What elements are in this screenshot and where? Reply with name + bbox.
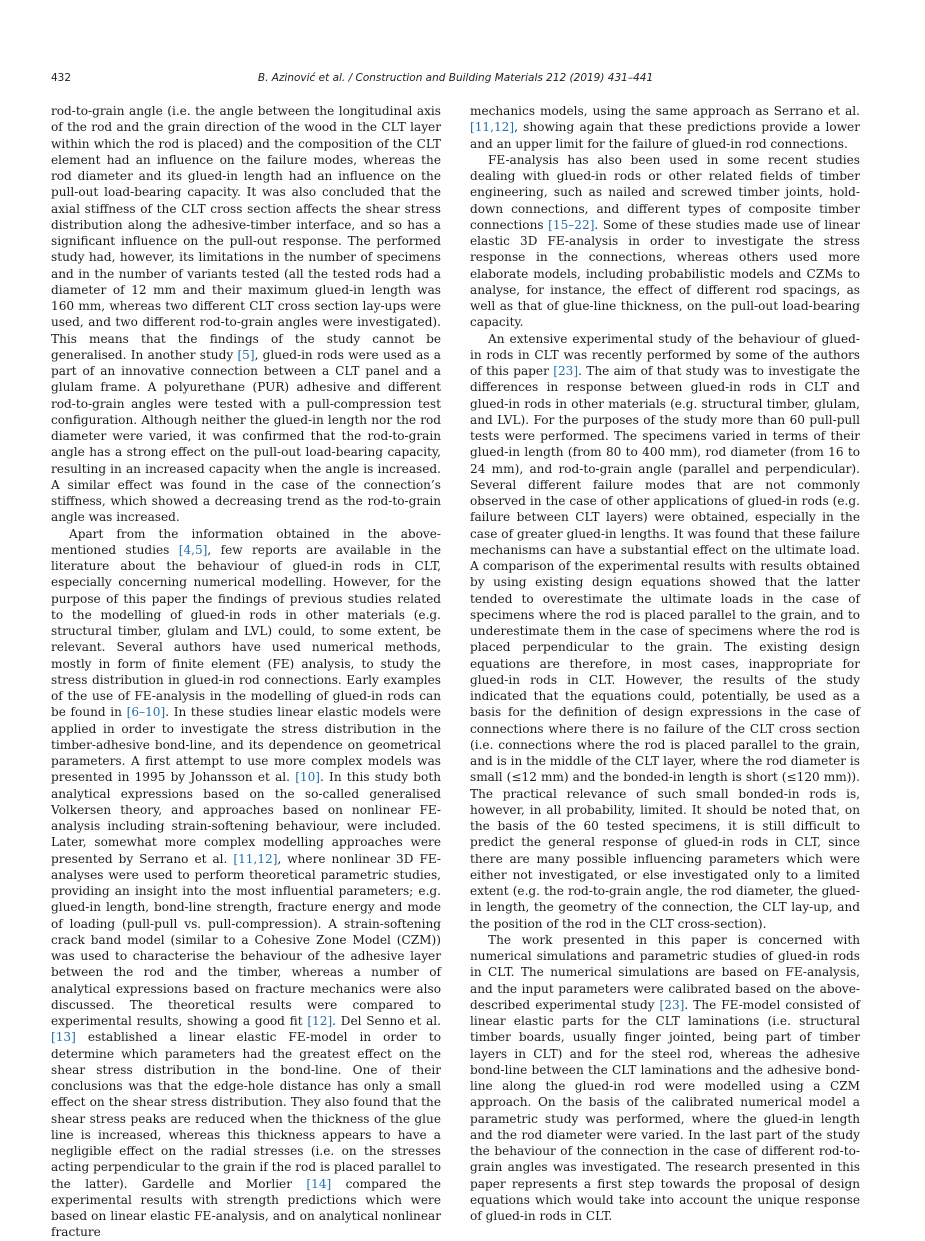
paragraph-text: . The aim of that study was to investigate the differences in response between glued-in rods in CLT and glued-in rods in other materials (e.g. structural timber, glulam, and LVL). For the purposes of the study more than 60 pull-pull tests were performed. The specimens varied in terms of their glued-in length (from 80 to 400 mm), rod diameter (from 16 to 24 mm), and rod-to-grain angle (parallel and perpendicular). Several different failure modes that are not commonly observed in the case of other applications of glued-in rods (e.g. failure between CLT layers) were obtained, especially in the case of greater glued-in lengths. It was found that these failure mechanisms can have a substantial effect on the ultimate load. A comparison of the experimental results with results obtained by using existing design equations showed that the latter tended to overestimate the ultimate loads in the case of specimens where the rod is placed parallel to the grain, and to underestimate them in the case of specimens where the rod is placed perpendicular to the grain. The existing design equations are therefore, in most cases, inappropriate for glued-in rods in CLT. However, the results of the study indicated that the equations could, potentially, be used as a basis for the definition of design expressions in the case of connections where there is no failure of the CLT cross section (i.e. connections where the rod is placed parallel to the grain, and is in the middle of the CLT layer, where the rod diameter is small (≤12 mm) and the bonded-in length is short (≤120 mm)). The practical relevance of such small bonded-in rods is, however, in all probability, limited. It should be noted that, on the basis of the 60 tested specimens, it is still difficult to predict the general response of glued-in rods in CLT, since there are many possible influencing parameters which were either not investigated, or else investigated only to a limited extent (e.g. the rod-to-grain angle, the rod diameter, the glued-in length, the geometry of the connection, the CLT lay-up, and the position of the rod in the CLT cross-section). [470, 364, 860, 931]
paragraph-text: rod-to-grain angle (i.e. the angle between the longitudinal axis of the rod and the grain direction of the wood in the CLT layer within which the rod is placed) and the composition of the CLT element had an influence on the failure modes, whereas the rod diameter and its glued-in length had an influence on the pull-out load-bearing capacity. It was also concluded that the axial stiffness of the CLT cross section affects the shear stress distribution along the adhesive-timber interface, and so has a significant influence on the pull-out response. The performed study had, however, its limitations in the number of specimens and in the number of variants tested (all the tested rods had a diameter of 12 mm and their maximum glued-in length was 160 mm, whereas two different CLT cross section lay-ups were used, and two different rod-to-grain angles were investigated). This means that the findings of the study cannot be generalised. In another study [51, 104, 441, 362]
paragraph-text: , where nonlinear 3D FE-analyses were used to perform theoretical parametric studies, providing an insight into the most influential parameters; e.g. glued-in length, bond-line strength, fracture energy and mode of loading (pull-pull vs. pull-compression). A strain-softening crack band model (similar to a Cohesive Zone Model (CZM)) was used to characterise the behaviour of the adhesive layer between the rod and the timber, whereas a number of analytical expressions based on fracture mechanics were also discussed. The theoretical results were compared to experimental results, showing a good fit [51, 851, 441, 1028]
paragraph-text: . Some of these studies made use of linear elastic 3D FE-analysis in order to investigate the stress response in the connections, whereas others used more elaborate models, including probabilistic models and CZMs to analyse, for instance, the effect of different rod spacings, as well as that of glue-line thickness, on the pull-out load-bearing capacity. [470, 217, 860, 330]
paragraph-text: , glued-in rods were used as a part of an innovative connection between a CLT panel and a glulam frame. A polyurethane (PUR) adhesive and different rod-to-grain angles were tested with a pull-compression test configuration. Although neither the glued-in length nor the rod diameter were varied, it was confirmed that the rod-to-grain angle has a strong effect on the pull-out load-bearing capacity, resulting in an increased capacity when the angle is increased. A similar effect was found in the case of the connection’s stiffness, which showed a decreasing trend as the rod-to-grain angle was increased. [51, 347, 441, 525]
paragraph [51, 103, 441, 526]
citation-link[interactable]: [15–22] [548, 217, 595, 232]
paragraph-text: mechanics models, using the same approach as Serrano et al. [470, 104, 860, 118]
paragraph-text: The work presented in this paper is concerned with numerical simulations and parametric studies of glued-in rods in CLT. The numerical simulations are based on FE-analysis, and the input parameters were calibrated based on the above-described experimental study [470, 932, 860, 1012]
citation-link[interactable]: [6–10] [126, 705, 166, 720]
citation-link[interactable]: [23] [659, 997, 685, 1012]
paragraph-text: . Del Senno et al. [332, 1014, 441, 1028]
paragraph-text: . The FE-model consisted of linear elastic parts for the CLT laminations (i.e. structural timber boards, usually finger jointed, being part of timber layers in CLT) and for the steel rod, whereas the adhesive bond-line between the CLT laminations and the adhesive bond-line along the glued-in rod were modelled using a CZM approach. On the basis of the calibrated numerical model a parametric study was performed, where the glued-in length and the rod diameter were varied. In the last part of the study the behaviour of the connection in the case of different rod-to-grain angles was investigated. The research presented in this paper represents a first step towards the proposal of design equations which would take into account the unique response of glued-in rods in CLT. [470, 997, 860, 1223]
paragraph-text: Apart from the information obtained in the above-mentioned studies [51, 526, 441, 557]
paragraph-text: . In these studies linear elastic models were applied in order to investigate the stress distribution in the timber-adhesive bond-line, and its dependence on geometrical parameters. A first attempt to use more complex models was presented in 1995 by Johansson et al. [51, 705, 441, 785]
citation-link[interactable]: [5] [237, 347, 255, 362]
citation-link[interactable]: [12] [307, 1014, 333, 1028]
citation-link[interactable]: [13] [51, 1030, 76, 1045]
paragraph [470, 932, 860, 1225]
running-title: B. Azinović et al. / Construction and Building Materials 212 (2019) 431–441 [257, 72, 654, 84]
paragraph [470, 103, 860, 152]
right-column [470, 103, 860, 1224]
paragraph-text: , showing again that these predictions provide a lower and an upper limit for the failure of glued-in rod connections. [470, 120, 860, 151]
citation-link[interactable]: [23] [553, 364, 579, 378]
paragraph-text: compared the experimental results with strength predictions which were based on linear elastic FE-analysis, and on analytical nonlinear fracture [51, 1176, 441, 1240]
citation-link[interactable]: [10] [295, 770, 321, 785]
paragraph [470, 152, 860, 331]
page-header [51, 72, 860, 88]
page-number: 432 [51, 72, 72, 84]
citation-link[interactable]: [11,12] [233, 851, 278, 866]
left-column [51, 103, 441, 1241]
paragraph-text: An extensive experimental study of the behaviour of glued-in rods in CLT was recently performed by some of the authors of this paper [470, 331, 860, 378]
paragraph-text: . In this study both analytical expressions based on the so-called generalised Volkersen theory, and approaches based on nonlinear FE-analysis including strain-softening behaviour, were included. Later, somewhat more complex modelling approaches were presented by Serrano et al. [51, 770, 441, 866]
paragraph-text: FE-analysis has also been used in some recent studies dealing with glued-in rods or other related fields of timber engineering, such as nailed and screwed timber joints, hold-down connections, and different types of composite timber connections [470, 152, 860, 232]
citation-link[interactable]: [4,5] [178, 542, 208, 557]
citation-link[interactable]: [14] [306, 1176, 332, 1191]
citation-link[interactable]: [11,12] [470, 120, 515, 135]
paragraph [470, 331, 860, 932]
paragraph-text: established a linear elastic FE-model in order to determine which parameters had the greatest effect on the shear stress distribution in the bond-line. One of their conclusions was that the edge-hole distance has only a small effect on the shear stress distribution. They also found that the shear stress peaks are reduced when the thickness of the glue line is increased, whereas this thickness appears to have a negligible effect on the radial stresses (i.e. on the stresses acting perpendicular to the grain if the rod is placed parallel to the latter). Gardelle and Morlier [51, 1030, 441, 1191]
paragraph [51, 526, 441, 1241]
paragraph-text: , few reports are available in the literature about the behaviour of glued-in rods in CLT, especially concerning numerical modelling. However, for the purpose of this paper the findings of previous studies related to the modelling of glued-in rods in other materials (e.g. structural timber, glulam and LVL) could, to some extent, be relevant. Several authors have used numerical methods, mostly in form of finite element (FE) analysis, to study the stress distribution in glued-in rod connections. Early examples of the use of FE-analysis in the modelling of glued-in rods can be found in [51, 542, 441, 720]
